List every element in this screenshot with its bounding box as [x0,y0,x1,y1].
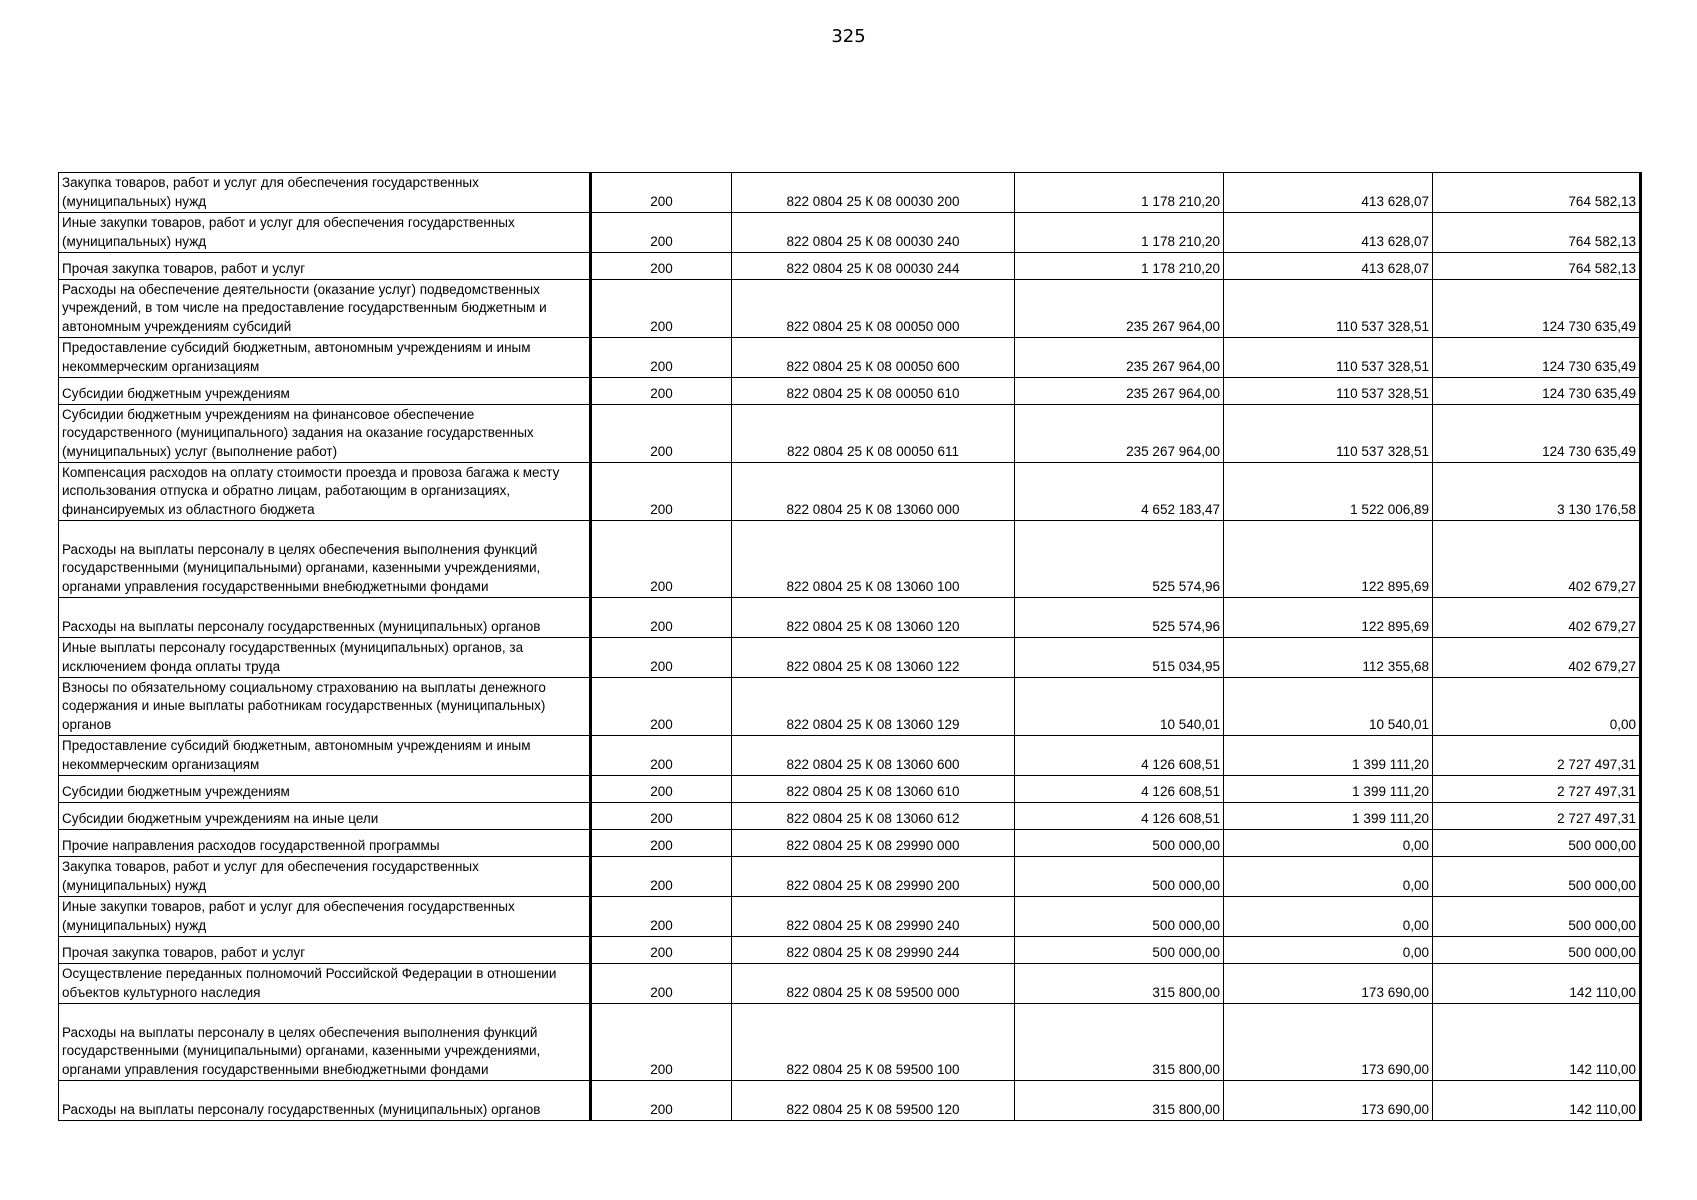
row-name-cell: Взносы по обязательному социальному страхованию на выплаты денежного содержания и иные выплаты работникам государственных (муниципальных) органов [59,678,591,736]
row-code-cell: 200 [591,521,732,598]
row-kbk-cell: 822 0804 25 К 08 13060 122 [732,638,1015,678]
row-name-cell: Расходы на выплаты персоналу в целях обеспечения выполнения функций государственными (муниципальными) органами, казенными учреждениями, органами управления государственными внебюджетными фондами [59,1004,591,1081]
row-remaining-cell: 2 727 497,31 [1433,803,1641,830]
row-code-cell: 200 [591,964,732,1004]
table-row [59,253,1641,280]
row-name-cell: Субсидии бюджетным учреждениям [59,378,591,405]
row-kbk-cell: 822 0804 25 К 08 00050 600 [732,338,1015,378]
row-name-cell: Расходы на обеспечение деятельности (оказание услуг) подведомственных учреждений, в том числе на предоставление государственным бюджетным и автономным учреждениям субсидий [59,280,591,338]
row-approved-cell: 315 800,00 [1015,1004,1224,1081]
row-executed-cell: 0,00 [1224,857,1433,897]
table-row [59,678,1641,736]
row-kbk-cell: 822 0804 25 К 08 59500 120 [732,1081,1015,1121]
row-name-cell: Иные закупки товаров, работ и услуг для обеспечения государственных (муниципальных) нужд [59,897,591,937]
row-name-cell: Расходы на выплаты персоналу государственных (муниципальных) органов [59,1081,591,1121]
table-row [59,1004,1641,1081]
row-approved-cell: 235 267 964,00 [1015,405,1224,463]
row-executed-cell: 122 895,69 [1224,598,1433,638]
row-approved-cell: 315 800,00 [1015,1081,1224,1121]
row-executed-cell: 110 537 328,51 [1224,338,1433,378]
table-row [59,378,1641,405]
row-executed-cell: 1 399 111,20 [1224,736,1433,776]
row-remaining-cell: 500 000,00 [1433,857,1641,897]
table-row [59,776,1641,803]
row-approved-cell: 500 000,00 [1015,830,1224,857]
table-row [59,521,1641,598]
row-approved-cell: 235 267 964,00 [1015,280,1224,338]
row-executed-cell: 173 690,00 [1224,964,1433,1004]
row-code-cell: 200 [591,638,732,678]
row-kbk-cell: 822 0804 25 К 08 00050 000 [732,280,1015,338]
table-row [59,1081,1641,1121]
row-approved-cell: 515 034,95 [1015,638,1224,678]
row-remaining-cell: 3 130 176,58 [1433,463,1641,521]
row-executed-cell: 10 540,01 [1224,678,1433,736]
row-name-cell: Расходы на выплаты персоналу в целях обеспечения выполнения функций государственными (муниципальными) органами, казенными учреждениями, органами управления государственными внебюджетными фондами [59,521,591,598]
row-approved-cell: 500 000,00 [1015,857,1224,897]
table-row [59,937,1641,964]
table-row [59,830,1641,857]
row-code-cell: 200 [591,736,732,776]
row-kbk-cell: 822 0804 25 К 08 00050 610 [732,378,1015,405]
row-code-cell: 200 [591,173,732,213]
table-row [59,964,1641,1004]
row-approved-cell: 4 652 183,47 [1015,463,1224,521]
row-kbk-cell: 822 0804 25 К 08 13060 129 [732,678,1015,736]
row-name-cell: Расходы на выплаты персоналу государственных (муниципальных) органов [59,598,591,638]
page-number: 325 [831,26,866,47]
row-approved-cell: 315 800,00 [1015,964,1224,1004]
row-kbk-cell: 822 0804 25 К 08 29990 200 [732,857,1015,897]
row-code-cell: 200 [591,338,732,378]
row-name-cell: Субсидии бюджетным учреждениям на иные цели [59,803,591,830]
row-kbk-cell: 822 0804 25 К 08 13060 000 [732,463,1015,521]
row-remaining-cell: 124 730 635,49 [1433,378,1641,405]
row-executed-cell: 413 628,07 [1224,213,1433,253]
row-remaining-cell: 402 679,27 [1433,521,1641,598]
row-name-cell: Компенсация расходов на оплату стоимости проезда и провоза багажа к месту использования отпуска и обратно лицам, работающим в организациях, финансируемых из областного бюджета [59,463,591,521]
row-remaining-cell: 142 110,00 [1433,1081,1641,1121]
row-approved-cell: 4 126 608,51 [1015,776,1224,803]
row-kbk-cell: 822 0804 25 К 08 13060 610 [732,776,1015,803]
row-code-cell: 200 [591,598,732,638]
row-name-cell: Субсидии бюджетным учреждениям на финансовое обеспечение государственного (муниципального) задания на оказание государственных (муниципальных) услуг (выполнение работ) [59,405,591,463]
row-executed-cell: 413 628,07 [1224,253,1433,280]
row-code-cell: 200 [591,1081,732,1121]
row-executed-cell: 0,00 [1224,830,1433,857]
table-row [59,173,1641,213]
row-approved-cell: 1 178 210,20 [1015,253,1224,280]
row-name-cell: Закупка товаров, работ и услуг для обеспечения государственных (муниципальных) нужд [59,857,591,897]
row-kbk-cell: 822 0804 25 К 08 13060 612 [732,803,1015,830]
row-code-cell: 200 [591,803,732,830]
row-executed-cell: 1 399 111,20 [1224,803,1433,830]
row-kbk-cell: 822 0804 25 К 08 00030 244 [732,253,1015,280]
row-remaining-cell: 124 730 635,49 [1433,405,1641,463]
table-row [59,803,1641,830]
row-executed-cell: 173 690,00 [1224,1004,1433,1081]
row-code-cell: 200 [591,405,732,463]
row-code-cell: 200 [591,830,732,857]
table-row [59,213,1641,253]
row-executed-cell: 1 522 006,89 [1224,463,1433,521]
table-row [59,338,1641,378]
row-executed-cell: 173 690,00 [1224,1081,1433,1121]
row-remaining-cell: 764 582,13 [1433,173,1641,213]
row-name-cell: Прочая закупка товаров, работ и услуг [59,937,591,964]
row-approved-cell: 525 574,96 [1015,521,1224,598]
row-kbk-cell: 822 0804 25 К 08 00030 240 [732,213,1015,253]
row-name-cell: Прочие направления расходов государственной программы [59,830,591,857]
row-kbk-cell: 822 0804 25 К 08 59500 000 [732,964,1015,1004]
row-code-cell: 200 [591,280,732,338]
row-remaining-cell: 142 110,00 [1433,964,1641,1004]
row-remaining-cell: 764 582,13 [1433,253,1641,280]
row-remaining-cell: 124 730 635,49 [1433,280,1641,338]
table-row [59,405,1641,463]
table-row [59,736,1641,776]
row-remaining-cell: 500 000,00 [1433,937,1641,964]
table-row [59,598,1641,638]
row-kbk-cell: 822 0804 25 К 08 13060 600 [732,736,1015,776]
row-remaining-cell: 0,00 [1433,678,1641,736]
row-remaining-cell: 500 000,00 [1433,830,1641,857]
row-name-cell: Предоставление субсидий бюджетным, автономным учреждениям и иным некоммерческим организациям [59,338,591,378]
row-kbk-cell: 822 0804 25 К 08 29990 240 [732,897,1015,937]
row-remaining-cell: 764 582,13 [1433,213,1641,253]
row-remaining-cell: 500 000,00 [1433,897,1641,937]
row-approved-cell: 1 178 210,20 [1015,173,1224,213]
row-name-cell: Иные закупки товаров, работ и услуг для обеспечения государственных (муниципальных) нужд [59,213,591,253]
row-kbk-cell: 822 0804 25 К 08 00030 200 [732,173,1015,213]
table-row [59,897,1641,937]
row-code-cell: 200 [591,1004,732,1081]
row-remaining-cell: 402 679,27 [1433,598,1641,638]
row-kbk-cell: 822 0804 25 К 08 59500 100 [732,1004,1015,1081]
row-executed-cell: 110 537 328,51 [1224,280,1433,338]
row-approved-cell: 4 126 608,51 [1015,736,1224,776]
row-approved-cell: 1 178 210,20 [1015,213,1224,253]
row-code-cell: 200 [591,776,732,803]
table-body [59,173,1641,1121]
row-approved-cell: 10 540,01 [1015,678,1224,736]
row-kbk-cell: 822 0804 25 К 08 13060 100 [732,521,1015,598]
row-remaining-cell: 2 727 497,31 [1433,736,1641,776]
row-remaining-cell: 402 679,27 [1433,638,1641,678]
row-executed-cell: 1 399 111,20 [1224,776,1433,803]
row-approved-cell: 235 267 964,00 [1015,378,1224,405]
row-code-cell: 200 [591,678,732,736]
table-row [59,857,1641,897]
row-name-cell: Субсидии бюджетным учреждениям [59,776,591,803]
row-remaining-cell: 2 727 497,31 [1433,776,1641,803]
row-kbk-cell: 822 0804 25 К 08 00050 611 [732,405,1015,463]
row-code-cell: 200 [591,937,732,964]
table-row [59,280,1641,338]
row-code-cell: 200 [591,897,732,937]
row-name-cell: Предоставление субсидий бюджетным, автономным учреждениям и иным некоммерческим организациям [59,736,591,776]
row-code-cell: 200 [591,378,732,405]
row-name-cell: Прочая закупка товаров, работ и услуг [59,253,591,280]
row-approved-cell: 500 000,00 [1015,897,1224,937]
row-name-cell: Закупка товаров, работ и услуг для обеспечения государственных (муниципальных) нужд [59,173,591,213]
row-remaining-cell: 124 730 635,49 [1433,338,1641,378]
row-kbk-cell: 822 0804 25 К 08 29990 000 [732,830,1015,857]
row-executed-cell: 0,00 [1224,937,1433,964]
row-executed-cell: 413 628,07 [1224,173,1433,213]
row-name-cell: Осуществление переданных полномочий Российской Федерации в отношении объектов культурного наследия [59,964,591,1004]
row-approved-cell: 525 574,96 [1015,598,1224,638]
row-executed-cell: 112 355,68 [1224,638,1433,678]
row-remaining-cell: 142 110,00 [1433,1004,1641,1081]
row-executed-cell: 0,00 [1224,897,1433,937]
table-row [59,638,1641,678]
row-kbk-cell: 822 0804 25 К 08 29990 244 [732,937,1015,964]
row-approved-cell: 235 267 964,00 [1015,338,1224,378]
row-approved-cell: 500 000,00 [1015,937,1224,964]
row-code-cell: 200 [591,463,732,521]
row-approved-cell: 4 126 608,51 [1015,803,1224,830]
row-name-cell: Иные выплаты персоналу государственных (муниципальных) органов, за исключением фонда оплаты труда [59,638,591,678]
row-executed-cell: 122 895,69 [1224,521,1433,598]
row-code-cell: 200 [591,213,732,253]
row-executed-cell: 110 537 328,51 [1224,378,1433,405]
table-row [59,463,1641,521]
budget-execution-table [58,172,1642,1121]
row-code-cell: 200 [591,857,732,897]
row-code-cell: 200 [591,253,732,280]
row-kbk-cell: 822 0804 25 К 08 13060 120 [732,598,1015,638]
row-executed-cell: 110 537 328,51 [1224,405,1433,463]
